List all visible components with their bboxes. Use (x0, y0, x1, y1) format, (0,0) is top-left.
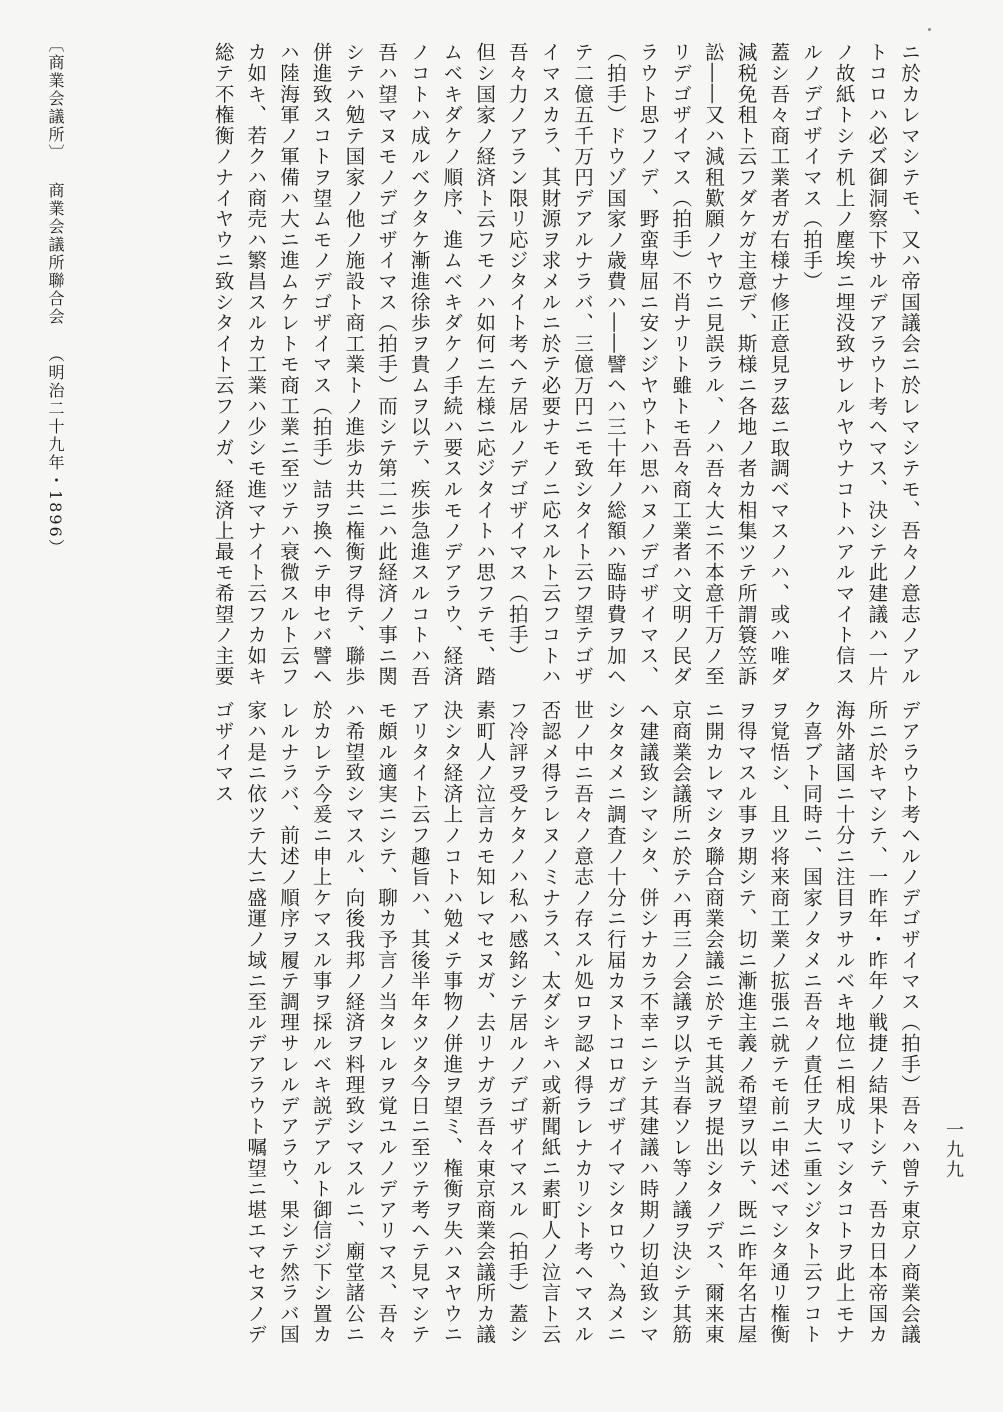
text-column: テ二億五千万円デアルナラバ、三億万円ニモ致シタイト云フ望テゴザ (571, 42, 595, 687)
text-column: トコロハ必ズ御洞察下サルデアラウト考ヘマス、決シテ此建議ハ一片 (865, 42, 889, 687)
text-column: 吾ハ望マヌモノデゴザイマス（拍手）而シテ第二ニハ此経済ノ事ニ関 (375, 42, 398, 687)
text-column: ニ開カレマシタ聯合商業会議ニ於テモ其説ヲ提出シタノデス、爾来東 (701, 700, 725, 1345)
text-column: ヲ覚悟シ、且ツ将来商工業ノ拡張ニ就テモ前ニ申述ベマシタ通リ権衡 (767, 700, 791, 1345)
text-column: 但シ国家ノ経済ト云フモノハ如何ニ左様ニ応ジタイトハ思フテモ、踏 (473, 42, 497, 687)
text-column: ハ希望致シマスル、向後我邦ノ経済ヲ料理致シマスルニ、廟堂諸公ニ (342, 700, 366, 1345)
text-column: ルノデゴザイマス（拍手） (799, 42, 823, 292)
text-column: 蓋シ吾々商工業者ガ右様ナ修正意見ヲ茲ニ取調ベマスノハ、或ハ唯ダ (767, 42, 791, 687)
text-column: ヘ建議致シマシタ、併シナカラ不幸ニシテ其建議ハ時期ノ切迫致シマ (636, 700, 660, 1345)
text-column: イマスカラ、其財源ヲ求メルニ於テ必要ナモノニ応スルト云フコトハ (538, 42, 562, 687)
text-column: ヲ得マスル事ヲ期シテ、切ニ漸進主義ノ希望ヲ以テ、既ニ昨年名古屋 (734, 700, 758, 1345)
header-date: （明治二十九年・1896） (46, 346, 65, 557)
text-column: デアラウト考ヘルノデゴザイマス（拍手）吾々ハ曾テ東京ノ商業会議 (898, 700, 921, 1345)
text-column: ハ陸海軍ノ軍備ハ大ニ進ムケレトモ商工業ニ至ツテハ衰微スルト云フ (276, 42, 300, 687)
text-column: 訟――又ハ減租歎願ノヤウニ見誤ラル、ノハ吾々大ニ不本意千万ノ至 (701, 42, 725, 687)
text-column: カ如キ、若クハ商売ハ繁昌スルカ工業ハ少シモ進マナイト云フカ如キ (244, 42, 268, 687)
text-column: シテハ勉テ国家ノ他ノ施設ト商工業トノ進歩カ共ニ権衡ヲ得テ、聯歩 (342, 42, 366, 687)
text-column: ノコトハ成ルベクタケ漸進徐歩ヲ貴ムヲ以テ、疾歩急進スルコトハ吾 (407, 42, 431, 687)
text-column: 否認メ得ラレヌノミナラス、太ダシキハ或新聞紙ニ素町人ノ泣言ト云 (538, 700, 562, 1345)
text-column: 吾々力ノアラン限リ応ジタイト考ヘテ居ルノデゴザイマス（拍手） (505, 42, 529, 666)
text-column: 京商業会議所ニ於テハ再三ノ会議ヲ以テ当春ソレ等ノ議ヲ決シテ其筋 (669, 700, 693, 1345)
text-column: ラウト思フノデ、野蛮卑屈ニ安ンジヤウトハ思ハヌノデゴザイマス、 (636, 42, 660, 687)
text-column: フ冷評ヲ受ケタノハ私ハ感銘シテ居ルノデゴザイマスル（拍手）蓋シ (505, 700, 529, 1345)
text-column: 所ニ於キマシテ、一昨年・昨年ノ戦捷ノ結果トシテ、吾カ日本帝国カ (865, 700, 889, 1345)
text-column: ノ故紙トシテ机上ノ塵埃ニ埋没致サレルヤウナコトハアルマイト信ス (832, 42, 856, 687)
text-column: シタタメニ調査ノ十分ニ行届カヌトコロガゴザイマシタロウ、為メニ (603, 700, 627, 1345)
text-column: 素町人ノ泣言カモ知レマセヌガ、去リナガラ吾々東京商業会議所カ議 (473, 700, 497, 1345)
text-column: アリタイト云フ趣旨ハ、其後半年タツタ今日ニ至ツテ考ヘテ見マシテ (407, 700, 431, 1345)
text-column: リデゴザイマス（拍手）不肖ナリト雖トモ吾々商工業者ハ文明ノ民ダ (669, 42, 693, 687)
text-column: ニ於カレマシテモ、又ハ帝国議会ニ於レマシテモ、吾々ノ意志ノアル (898, 42, 921, 687)
page-speck (928, 28, 931, 31)
text-column: ムベキダケノ順序、進ムベキダケノ手続ハ要スルモノデアラウ、経済 (440, 42, 464, 687)
text-column: ク喜ブト同時ニ、国家ノタメニ吾々ノ責任ヲ大ニ重ンジタト云フコト (799, 700, 823, 1345)
text-column: 併進致スコトヲ望ムモノデゴザイマス（拍手）詰ヲ換ヘテ申セバ譬ヘ (309, 42, 333, 687)
text-column: 総テ不権衡ノナイヤウニ致シタイト云フノガ、経済上最モ希望ノ主要 (211, 42, 235, 687)
text-column: 決シタ経済上ノコトハ勉メテ事物ノ併進ヲ望ミ、権衡ヲ失ハヌヤウニ (440, 700, 464, 1345)
header-title: 商業会議所聯合会 (46, 182, 65, 326)
text-column: ゴザイマス (211, 700, 235, 804)
lower-text-block (200, 700, 921, 1345)
text-column: 世ノ中ニ吾々ノ意志ノ存スル処ロヲ認メ得ラレナカリシト考ヘマスル (571, 700, 595, 1345)
text-column: 海外諸国ニ十分ニ注目ヲサルベキ地位ニ相成リマシタコトヲ此上モナ (832, 700, 856, 1345)
header-section: 〔商業会議所〕 (46, 36, 65, 162)
text-column: 家ハ是ニ依ツテ大ニ盛運ノ域ニ至ルデアラウト嘱望ニ堪エマセヌノデ (244, 700, 268, 1345)
running-header (44, 36, 67, 696)
upper-text-block (200, 42, 921, 687)
text-column: モ頗ル適実ニシテ、聊カ予言ノ当タレルヲ覚ユルノデアリマス、吾々 (375, 700, 398, 1345)
text-column: レルナラバ、前述ノ順序ヲ履テ調理サレルデアラウ、果シテ然ラバ国 (276, 700, 300, 1345)
text-column: 於カレテ今爰ニ申上ケマスル事ヲ採ルベキ説デアルト御信ジ下シ置カ (309, 700, 333, 1345)
text-column: （拍手）ドウゾ国家ノ歳費ハ――譬ヘハ三十年ノ総額ハ臨時費ヲ加ヘ (603, 42, 627, 687)
page-number: 一九九 (943, 1120, 964, 1180)
text-column: 減税免租ト云フダケガ主意デ、斯様ニ各地ノ者カ相集ツテ所謂簑笠訴 (734, 42, 758, 687)
